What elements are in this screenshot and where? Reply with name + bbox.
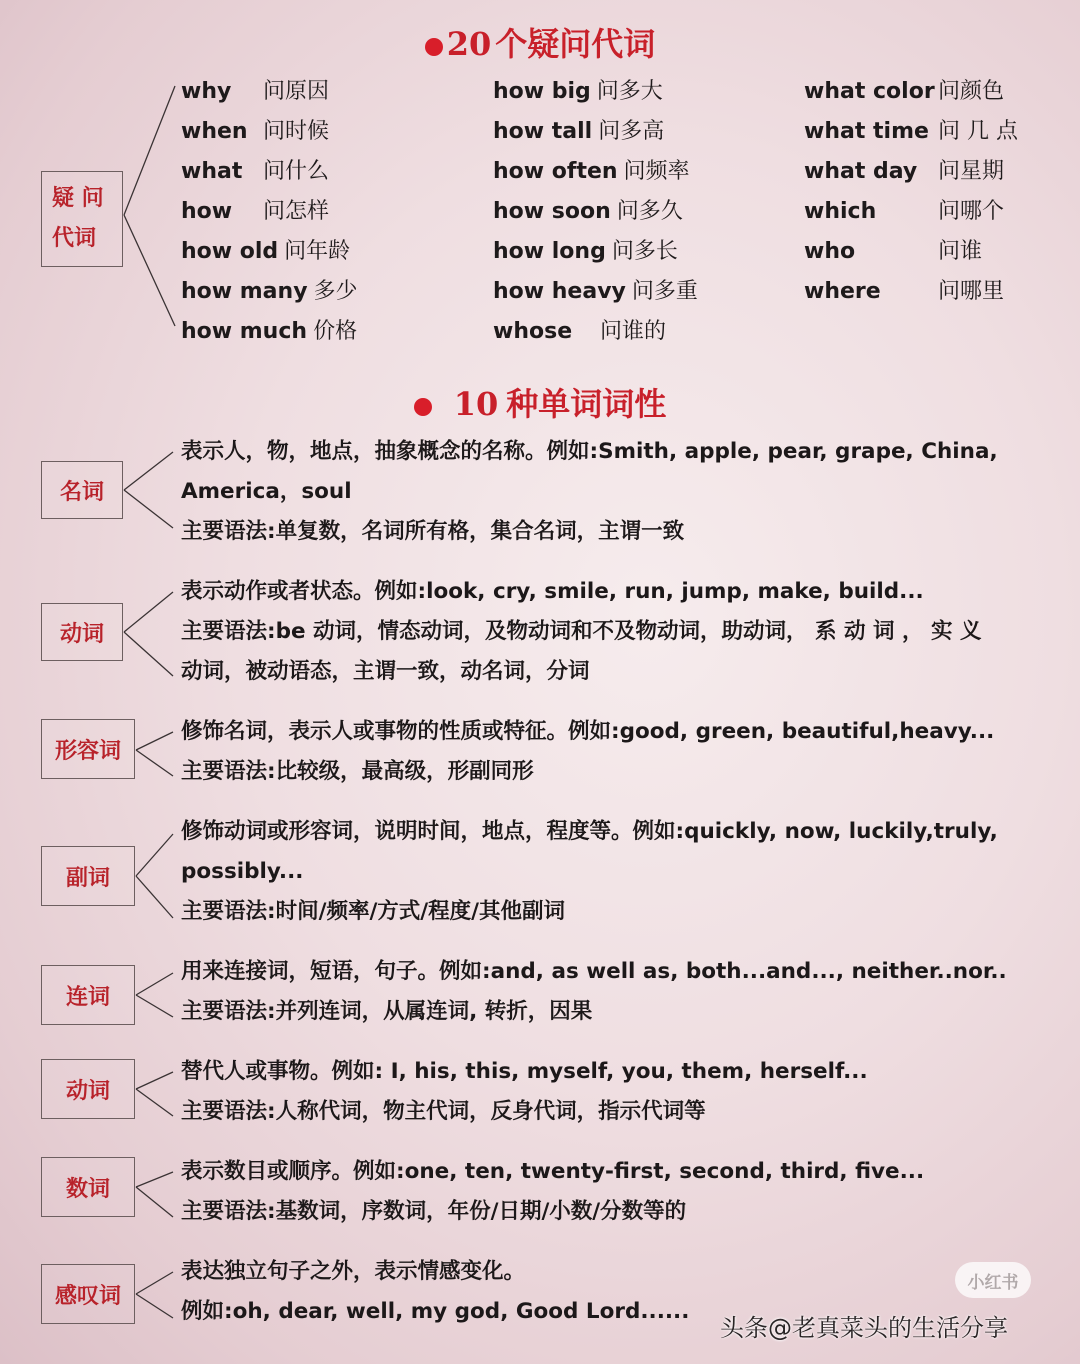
pronoun-item: how much 价格 bbox=[181, 319, 358, 344]
label-numeral: 数词 bbox=[41, 1157, 135, 1217]
description-line: 修饰动词或形容词，说明时间，地点，程度等。例如:quickly, now, luckily,truly, bbox=[181, 819, 998, 844]
pronoun-item: what time 问 几 点 bbox=[804, 119, 1018, 144]
section-title-text: 个疑问代词 bbox=[495, 25, 656, 63]
description-line: 表示动作或者状态。例如:look, cry, smile, run, jump, make, build... bbox=[181, 579, 924, 604]
example-line: 例如:oh, dear, well, my god, Good Lord...... bbox=[181, 1299, 690, 1324]
grammar-line: 动词，被动语态，主谓一致，动名词，分词 bbox=[181, 659, 590, 684]
label-pronoun: 动词 bbox=[41, 1059, 135, 1119]
grammar-line: 主要语法:单复数，名词所有格，集合名词，主谓一致 bbox=[181, 519, 685, 544]
pronoun-item: what 问什么 bbox=[181, 159, 330, 184]
description-line: 表示人，物，地点，抽象概念的名称。例如:Smith, apple, pear, grape, China, bbox=[181, 439, 998, 464]
pronoun-item: what day 问星期 bbox=[804, 159, 1005, 184]
description-line: 替代人或事物。例如: I, his, this, myself, you, them, herself... bbox=[181, 1059, 868, 1084]
label-adjective: 形容词 bbox=[41, 719, 135, 779]
section-number: 20 bbox=[446, 25, 492, 63]
grammar-line: 主要语法:基数词，序数词，年份/日期/小数/分数等的 bbox=[181, 1199, 687, 1224]
label-interjection: 感叹词 bbox=[41, 1264, 135, 1324]
label-line-1: 疑 问 bbox=[52, 186, 104, 211]
pronoun-item: what color 问颜色 bbox=[804, 79, 1005, 104]
pronoun-item: whose 问谁的 bbox=[493, 319, 667, 344]
description-line: 表达独立句子之外，表示情感变化。 bbox=[181, 1259, 526, 1284]
section-title-text: 种单词词性 bbox=[506, 385, 667, 423]
pronoun-item: how big 问多大 bbox=[493, 79, 663, 104]
pronoun-item: how soon 问多久 bbox=[493, 199, 683, 224]
label-conjunction: 连词 bbox=[41, 965, 135, 1025]
pronoun-item: which 问哪个 bbox=[804, 199, 1005, 224]
description-line: possibly... bbox=[181, 859, 304, 884]
label-verb: 动词 bbox=[41, 603, 123, 661]
grammar-line: 主要语法:并列连词，从属连词, 转折，因果 bbox=[181, 999, 593, 1024]
pronoun-item: how 问怎样 bbox=[181, 199, 330, 224]
label-noun: 名词 bbox=[41, 461, 123, 519]
grammar-line: 主要语法:人称代词，物主代词，反身代词，指示代词等 bbox=[181, 1099, 706, 1124]
pronoun-item: how tall 问多高 bbox=[493, 119, 665, 144]
label-line-2: 代词 bbox=[52, 226, 97, 251]
pronoun-item: how many 多少 bbox=[181, 279, 358, 304]
xiaohongshu-logo: 小红书 bbox=[955, 1262, 1031, 1298]
bullet-icon bbox=[414, 398, 432, 416]
grammar-line: 主要语法:时间/频率/方式/程度/其他副词 bbox=[181, 899, 566, 924]
pronoun-item: how old 问年龄 bbox=[181, 239, 351, 264]
description-line: 修饰名词，表示人或事物的性质或特征。例如:good, green, beautiful,heavy... bbox=[181, 719, 995, 744]
grammar-line: 主要语法:比较级，最高级，形副同形 bbox=[181, 759, 534, 784]
pronoun-item: who 问谁 bbox=[804, 239, 983, 264]
pronoun-item: when 问时候 bbox=[181, 119, 330, 144]
description-line: 表示数目或顺序。例如:one, ten, twenty-first, second, third, five... bbox=[181, 1159, 925, 1184]
pronoun-item: how often 问频率 bbox=[493, 159, 690, 184]
section-number: 10 bbox=[453, 385, 499, 423]
pronoun-item: how long 问多长 bbox=[493, 239, 678, 264]
label-adverb: 副词 bbox=[41, 846, 135, 906]
pronoun-item: how heavy 问多重 bbox=[493, 279, 698, 304]
watermark-text: 头条@老真菜头的生活分享 bbox=[720, 1314, 1008, 1342]
section-title-parts-of-speech bbox=[0, 382, 1080, 426]
pronoun-item: why 问原因 bbox=[181, 79, 330, 104]
pronoun-item: where 问哪里 bbox=[804, 279, 1005, 304]
description-line: America，soul bbox=[181, 479, 352, 504]
label-interrogative-pronouns bbox=[41, 171, 123, 267]
grammar-line: 主要语法:be 动词，情态动词，及物动词和不及物动词，助动词， 系 动 词 ， 实 义 bbox=[181, 619, 982, 644]
description-line: 用来连接词，短语，句子。例如:and, as well as, both...and..., neither..nor.. bbox=[181, 959, 1007, 984]
